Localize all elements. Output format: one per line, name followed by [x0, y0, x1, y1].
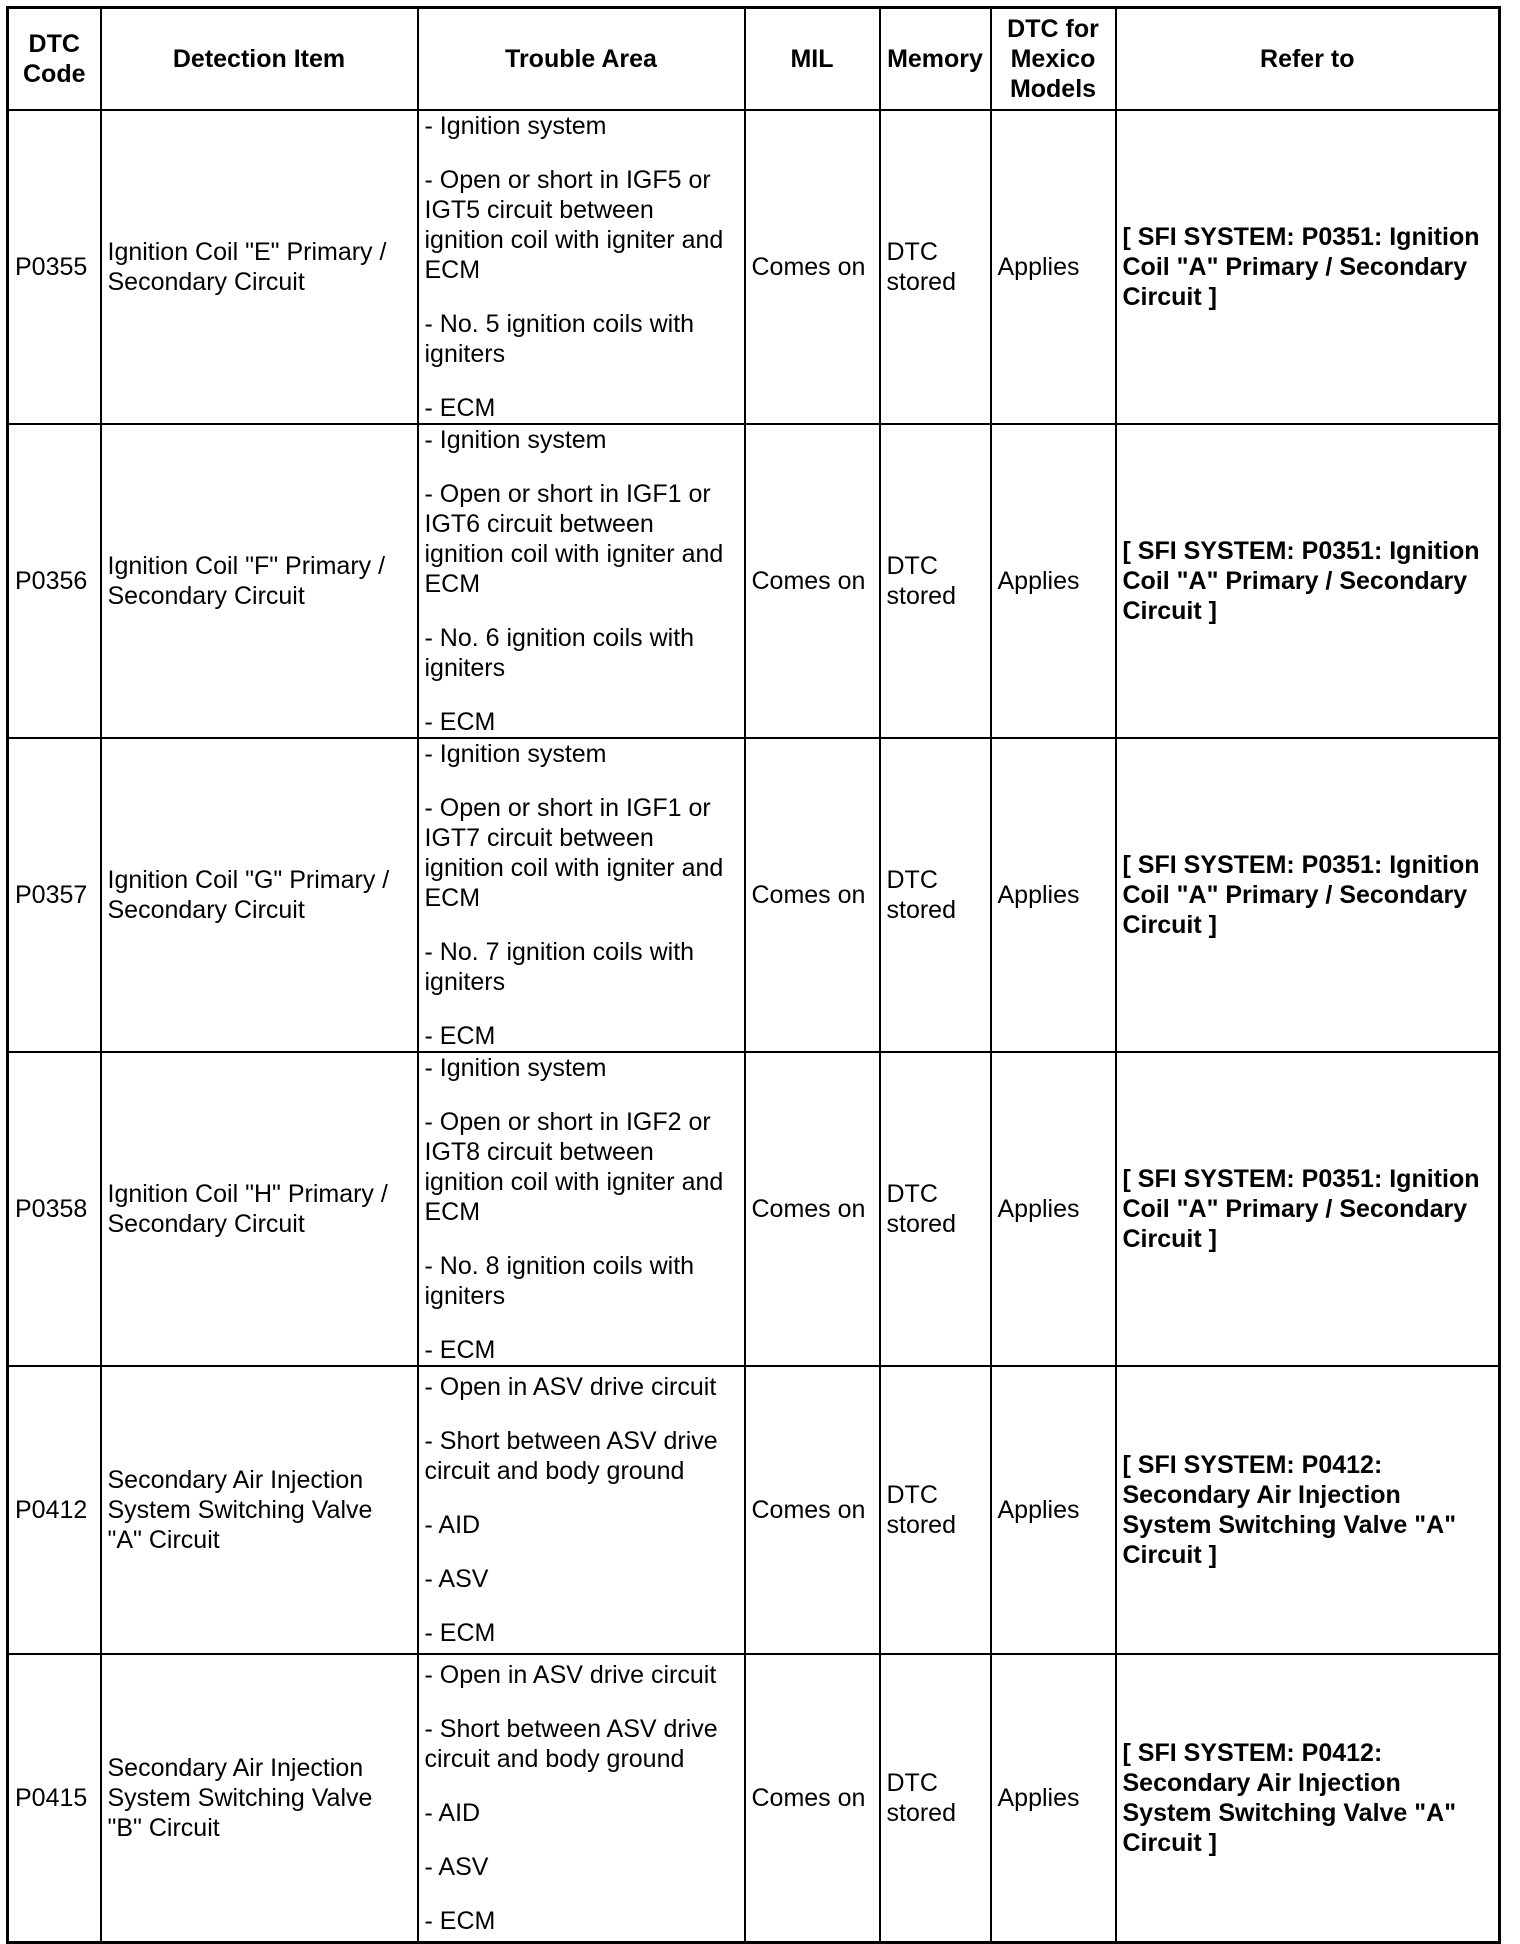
mexico-cell: Applies — [991, 1654, 1116, 1943]
table-row — [8, 1052, 1500, 1366]
trouble-area-item: - No. 7 ignition coils with igniters — [424, 938, 695, 996]
trouble-area-item: - ECM — [424, 1619, 496, 1647]
header-mil: MIL — [745, 8, 880, 111]
mil-cell: Comes on — [745, 110, 880, 424]
mexico-cell: Applies — [991, 1052, 1116, 1366]
memory-cell: DTC stored — [880, 738, 991, 1052]
trouble-area-cell — [418, 1654, 745, 1943]
memory-cell: DTC stored — [880, 1654, 991, 1943]
memory-cell: DTC stored — [880, 110, 991, 424]
trouble-area-item: - Ignition system — [424, 112, 607, 140]
memory-cell: DTC stored — [880, 424, 991, 738]
detection-item-cell: Ignition Coil "F" Primary / Secondary Circuit — [101, 424, 418, 738]
dtc-code-cell: P0412 — [8, 1366, 101, 1654]
table-row — [8, 424, 1500, 738]
trouble-area-item: - Short between ASV drive circuit and body ground — [424, 1427, 718, 1485]
detection-item-cell: Secondary Air Injection System Switching Valve "A" Circuit — [101, 1366, 418, 1654]
trouble-area-item: - No. 8 ignition coils with igniters — [424, 1252, 695, 1310]
detection-item-cell: Secondary Air Injection System Switching Valve "B" Circuit — [101, 1654, 418, 1943]
mil-cell: Comes on — [745, 1366, 880, 1654]
mil-cell: Comes on — [745, 424, 880, 738]
trouble-area-item: - Open in ASV drive circuit — [424, 1373, 717, 1401]
mexico-cell: Applies — [991, 110, 1116, 424]
trouble-area-item: - ECM — [424, 1022, 496, 1050]
refer-to-cell: [ SFI SYSTEM: P0412: Secondary Air Injection System Switching Valve "A" Circuit ] — [1116, 1366, 1500, 1654]
mexico-cell: Applies — [991, 1366, 1116, 1654]
dtc-table — [6, 6, 1501, 1944]
trouble-area-cell — [418, 424, 745, 738]
dtc-code-cell: P0415 — [8, 1654, 101, 1943]
refer-to-cell: [ SFI SYSTEM: P0351: Ignition Coil "A" Primary / Secondary Circuit ] — [1116, 110, 1500, 424]
trouble-area-cell — [418, 1366, 745, 1654]
table-row — [8, 110, 1500, 424]
refer-to-cell: [ SFI SYSTEM: P0351: Ignition Coil "A" Primary / Secondary Circuit ] — [1116, 1052, 1500, 1366]
trouble-area-item: - Ignition system — [424, 1054, 607, 1082]
mexico-cell: Applies — [991, 738, 1116, 1052]
trouble-area-item: - Open or short in IGF2 or IGT8 circuit between ignition coil with igniter and ECM — [424, 1108, 724, 1226]
mexico-cell: Applies — [991, 424, 1116, 738]
mil-cell: Comes on — [745, 738, 880, 1052]
trouble-area-item: - ASV — [424, 1565, 489, 1593]
trouble-area-item: - ASV — [424, 1853, 489, 1881]
trouble-area-cell — [418, 1052, 745, 1366]
table-row — [8, 738, 1500, 1052]
dtc-code-cell: P0355 — [8, 110, 101, 424]
detection-item-cell: Ignition Coil "H" Primary / Secondary Circuit — [101, 1052, 418, 1366]
mil-cell: Comes on — [745, 1654, 880, 1943]
trouble-area-item: - AID — [424, 1799, 481, 1827]
trouble-area-item: - Ignition system — [424, 740, 607, 768]
trouble-area-item: - ECM — [424, 708, 496, 736]
trouble-area-item: - Open or short in IGF1 or IGT6 circuit between ignition coil with igniter and ECM — [424, 480, 724, 598]
table-row — [8, 1654, 1500, 1943]
trouble-area-item: - Ignition system — [424, 426, 607, 454]
header-row — [8, 8, 1500, 111]
dtc-code-cell: P0356 — [8, 424, 101, 738]
dtc-code-cell: P0357 — [8, 738, 101, 1052]
trouble-area-item: - ECM — [424, 1336, 496, 1364]
trouble-area-cell — [418, 110, 745, 424]
memory-cell: DTC stored — [880, 1052, 991, 1366]
trouble-area-item: - ECM — [424, 1907, 496, 1935]
header-memory: Memory — [880, 8, 991, 111]
refer-to-cell: [ SFI SYSTEM: P0412: Secondary Air Injection System Switching Valve "A" Circuit ] — [1116, 1654, 1500, 1943]
header-dtc-code: DTC Code — [8, 8, 101, 111]
trouble-area-item: - Open in ASV drive circuit — [424, 1661, 717, 1689]
trouble-area-item: - Open or short in IGF1 or IGT7 circuit between ignition coil with igniter and ECM — [424, 794, 724, 912]
header-mexico-models: DTC for Mexico Models — [991, 8, 1116, 111]
trouble-area-item: - Open or short in IGF5 or IGT5 circuit between ignition coil with igniter and ECM — [424, 166, 724, 284]
detection-item-cell: Ignition Coil "E" Primary / Secondary Circuit — [101, 110, 418, 424]
trouble-area-cell — [418, 738, 745, 1052]
memory-cell: DTC stored — [880, 1366, 991, 1654]
mil-cell: Comes on — [745, 1052, 880, 1366]
refer-to-cell: [ SFI SYSTEM: P0351: Ignition Coil "A" Primary / Secondary Circuit ] — [1116, 738, 1500, 1052]
trouble-area-item: - No. 6 ignition coils with igniters — [424, 624, 695, 682]
header-refer-to: Refer to — [1116, 8, 1500, 111]
trouble-area-item: - No. 5 ignition coils with igniters — [424, 310, 695, 368]
header-detection-item: Detection Item — [101, 8, 418, 111]
table-row — [8, 1366, 1500, 1654]
trouble-area-item: - AID — [424, 1511, 481, 1539]
trouble-area-item: - Short between ASV drive circuit and body ground — [424, 1715, 718, 1773]
detection-item-cell: Ignition Coil "G" Primary / Secondary Circuit — [101, 738, 418, 1052]
trouble-area-item: - ECM — [424, 394, 496, 422]
dtc-code-cell: P0358 — [8, 1052, 101, 1366]
header-trouble-area: Trouble Area — [418, 8, 745, 111]
refer-to-cell: [ SFI SYSTEM: P0351: Ignition Coil "A" Primary / Secondary Circuit ] — [1116, 424, 1500, 738]
